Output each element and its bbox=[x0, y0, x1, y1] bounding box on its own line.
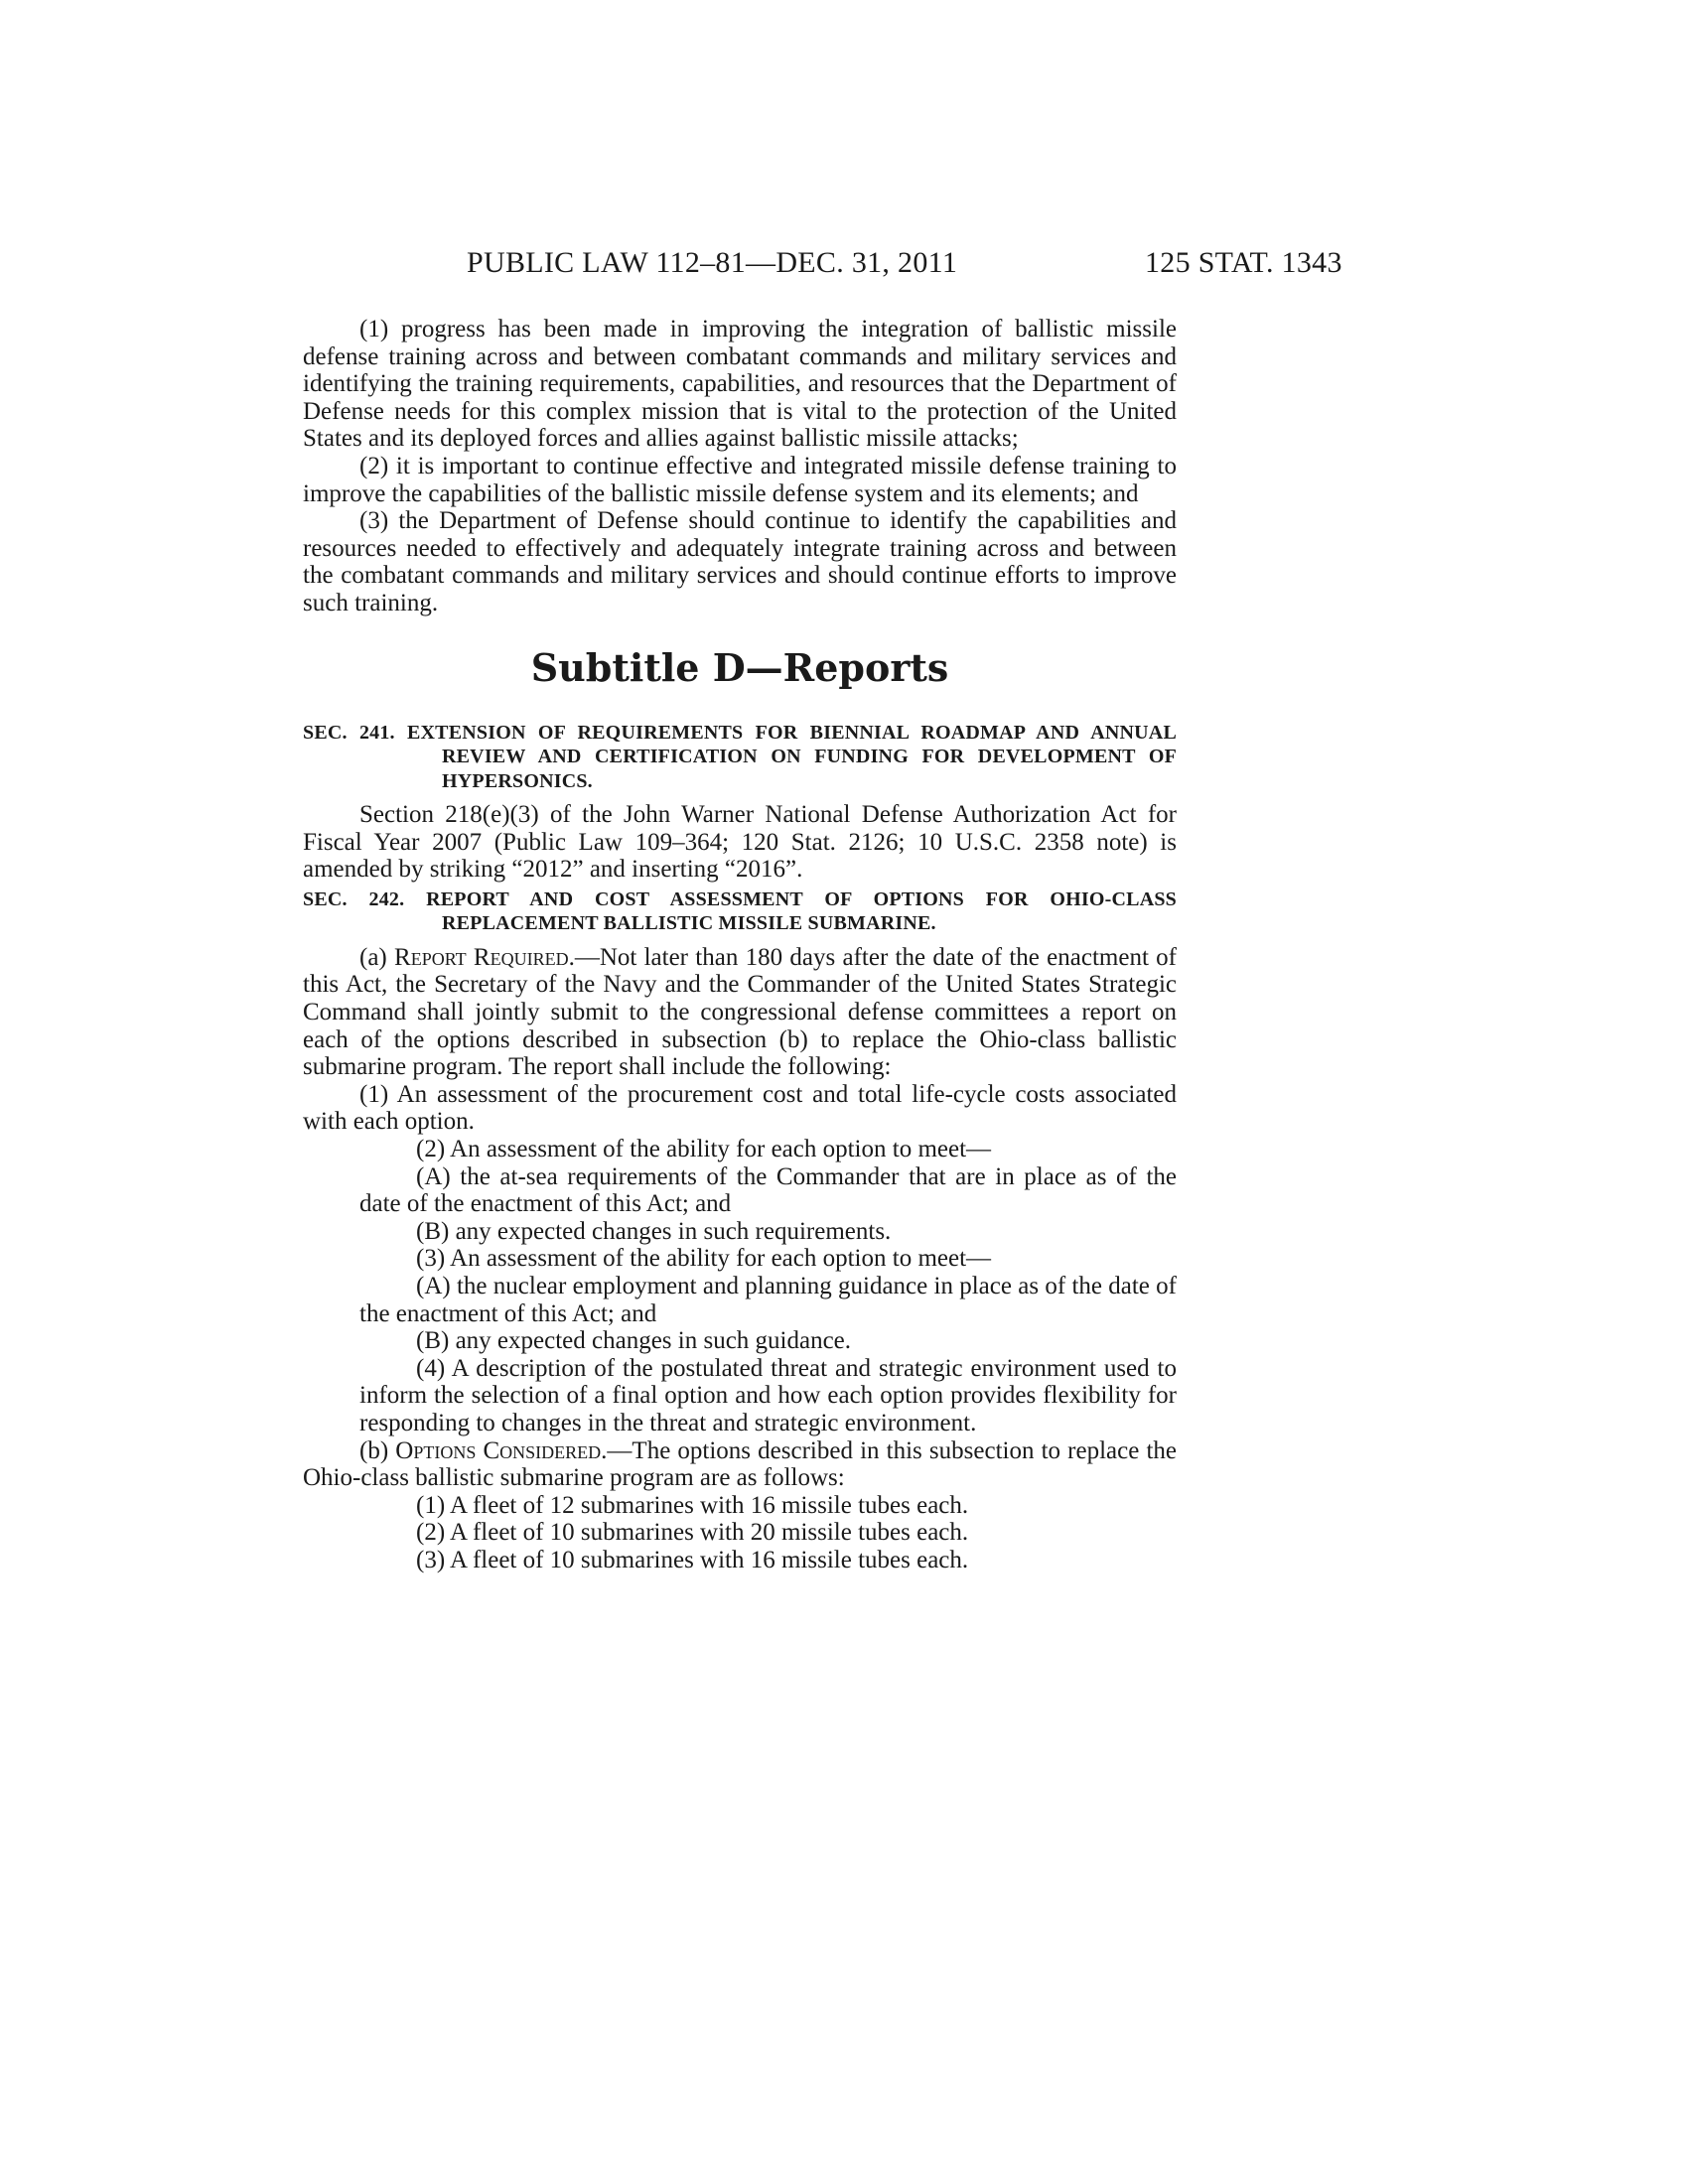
option-b1: (1) A fleet of 12 submarines with 16 missile tubes each. bbox=[416, 1491, 969, 1519]
subsection-a bbox=[303, 944, 1177, 1081]
finding-paragraph-3: (3) the Department of Defense should continue to identify the capabilities and resources needed to effectively and adequately integrate training across and between the combatant commands and military services and should continue efforts to improve such training. bbox=[303, 507, 1177, 616]
paragraph-a4: (4) A description of the postulated threat and strategic environment used to inform the selection of a final option and how each option provides flexibility for responding to changes in the threat and strategic environment. bbox=[359, 1354, 1177, 1436]
paragraph-a1: (1) An assessment of the procurement cost and total life-cycle costs associated with each option. bbox=[303, 1080, 1177, 1136]
clause-a3A: (A) the nuclear employment and planning guidance in place as of the date of the enactment of this Act; and bbox=[359, 1272, 1177, 1327]
header-title: PUBLIC LAW 112–81—DEC. 31, 2011 bbox=[467, 246, 958, 279]
header-stat-page: 125 STAT. 1343 bbox=[1145, 246, 1342, 279]
option-b3: (3) A fleet of 10 submarines with 16 missile tubes each. bbox=[416, 1546, 969, 1573]
running-header bbox=[0, 246, 1688, 286]
subsection-b bbox=[303, 1437, 1177, 1492]
option-b2: (2) A fleet of 10 submarines with 20 missile tubes each. bbox=[416, 1519, 969, 1547]
section-242-heading: SEC. 242. REPORT AND COST ASSESSMENT OF OPTIONS FOR OHIO-CLASS REPLACEMENT BALLISTIC MISSILE SUBMARINE. bbox=[303, 887, 1177, 935]
subsection-b-caption: Options Considered bbox=[395, 1436, 602, 1464]
subtitle-heading: Subtitle D—Reports bbox=[530, 644, 949, 690]
subsection-a-label: (a) bbox=[359, 943, 395, 971]
clause-a2B: (B) any expected changes in such requirements. bbox=[416, 1217, 892, 1245]
finding-paragraph-2: (2) it is important to continue effective and integrated missile defense training to improve the capabilities of the ballistic missile defense system and its elements; and bbox=[303, 452, 1177, 507]
subsection-b-text: .—The options described in this subsection to replace the Ohio-class ballistic submarine program are as follows: bbox=[303, 1436, 1178, 1492]
section-241-heading: SEC. 241. EXTENSION OF REQUIREMENTS FOR BIENNIAL ROADMAP AND ANNUAL REVIEW AND CERTIFICATION ON FUNDING FOR DEVELOPMENT OF HYPERSONICS. bbox=[303, 721, 1177, 792]
subsection-b-label: (b) bbox=[359, 1436, 396, 1464]
subsection-a-caption: Report Required bbox=[394, 943, 569, 971]
finding-paragraph-1: (1) progress has been made in improving the integration of ballistic missile defense training across and between combatant commands and military services and identifying the training requirements, capabilities, and resources that the Department of Defense needs for this complex mission that is vital to the protection of the United States and its deployed forces and allies against ballistic missile attacks; bbox=[303, 316, 1177, 453]
clause-a3B: (B) any expected changes in such guidance. bbox=[416, 1327, 852, 1355]
paragraph-a3: (3) An assessment of the ability for each option to meet— bbox=[416, 1245, 992, 1273]
paragraph-a2: (2) An assessment of the ability for each option to meet— bbox=[416, 1135, 992, 1162]
clause-a2A: (A) the at-sea requirements of the Commander that are in place as of the date of the enactment of this Act; and bbox=[359, 1162, 1177, 1218]
section-241-text: Section 218(e)(3) of the John Warner National Defense Authorization Act for Fiscal Year 2007 (Public Law 109–364; 120 Stat. 2126; 10 U.S.C. 2358 note) is amended by striking “2012” and inserting “2016”. bbox=[303, 801, 1177, 884]
body-text bbox=[303, 316, 1177, 1573]
subsection-a-text: .—Not later than 180 days after the date of the enactment of this Act, the Secretary of the Navy and the Commander of the United States Strategic Command shall jointly submit to the congressional defense committees a report on each of the options described in subsection (b) to replace the Ohio-class ballistic submarine program. The report shall include the following: bbox=[303, 943, 1178, 1081]
